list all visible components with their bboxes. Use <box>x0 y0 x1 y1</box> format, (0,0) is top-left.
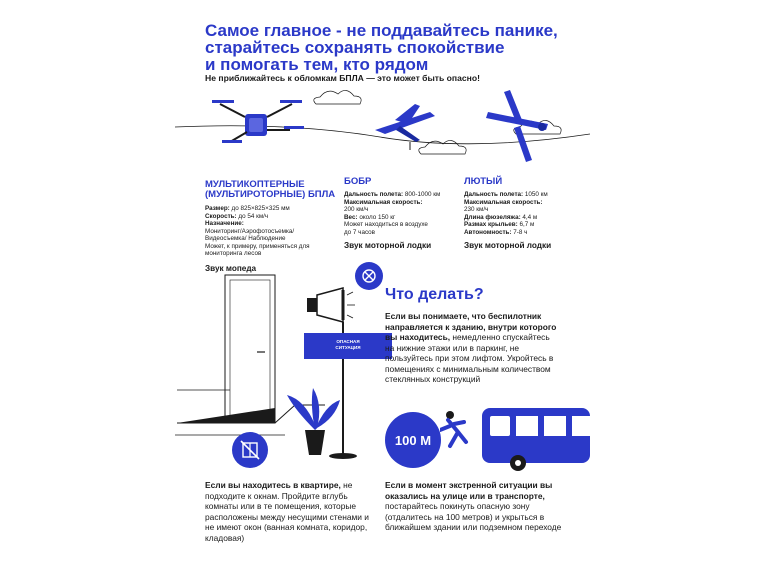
building-advice: Если вы понимаете, что беспилотник направляется к зданию, внутри которого вы находитесь, немедленно спускайтесь на нижние этажи или в паркинг, не пользуйтесь при этом лифтом. Укройтесь в помещениях с минимальным количеством стеклянных конструкций <box>385 311 557 384</box>
card-lyuty <box>464 177 574 250</box>
headline-line-1: Самое главное - не поддавайтесь панике, <box>205 21 558 40</box>
card-specs: Дальность полета: 800-1000 км Максимальная скорость: 200 км/ч Вес: около 150 кг Может находиться в воздухе до 7 часов <box>344 191 441 236</box>
bus-icon <box>482 408 590 471</box>
danger-sign: ОПАСНАЯ СИТУАЦИЯ <box>304 333 392 359</box>
headline <box>205 21 558 74</box>
warning-text: Не приближайтесь к обломкам БПЛА — это может быть опасно! <box>205 73 480 83</box>
headline-line-2: старайтесь сохранять спокойствие <box>205 38 505 57</box>
headline-line-3: и помогать тем, кто рядом <box>205 55 429 74</box>
bpla-warning-icon <box>355 262 383 290</box>
plant-icon <box>287 388 340 455</box>
sound-label: Звук моторной лодки <box>344 241 432 250</box>
drones-illustration <box>170 82 590 182</box>
card-bobr <box>344 177 462 250</box>
multicopter-drone-icon <box>212 100 304 143</box>
lyuty-drone-icon <box>486 90 548 162</box>
sound-label: Звук моторной лодки <box>464 241 552 250</box>
apartment-advice: Если вы находитесь в квартире, не подходите к окнам. Пройдите вглубь комнаты или в те помещения, которые расположены между несущими стенами и не имеют окон (ванная комната, коридор, кладовая) <box>205 480 369 543</box>
card-title: БОБР <box>344 176 372 187</box>
bus-illustration <box>440 400 590 475</box>
street-advice: Если в момент экстренной ситуации вы оказались на улице или в транспорте, постарайтесь покинуть опасную зону (отдалитесь на 100 метров) и укрыться в ближайшем здании или подземном переходе <box>385 480 562 532</box>
sound-label: Звук мопеда <box>205 263 257 273</box>
card-title: ЛЮТЫЙ <box>464 176 503 187</box>
running-person-icon <box>440 411 466 446</box>
card-title: МУЛЬТИКОПТЕРНЫЕ (МУЛЬТИРОТОРНЫЕ) БПЛА <box>205 179 336 200</box>
megaphone-icon <box>307 288 355 322</box>
door-illustration <box>175 260 400 465</box>
card-specs: Дальность полета: 1050 км Максимальная скорость: 230 км/ч Длина фюзеляжа: 4,4 м Размах крыльев: 6,7 м Автономность: 7-8 ч <box>464 191 548 236</box>
no-window-icon <box>232 432 268 468</box>
card-multicopter <box>205 180 340 273</box>
what-to-do-title: Что делать? <box>385 286 484 303</box>
card-specs: Размер: до 825×825×325 мм Скорость: до 54 км/ч Назначение: Мониторинг/Аэрофотосъемка/ Видеосъемка/ Наблюдение Может, к примеру, применяться для мониторинга лесов <box>205 205 310 257</box>
distance-badge: 100 М <box>385 412 441 468</box>
bobr-drone-icon <box>375 104 435 150</box>
